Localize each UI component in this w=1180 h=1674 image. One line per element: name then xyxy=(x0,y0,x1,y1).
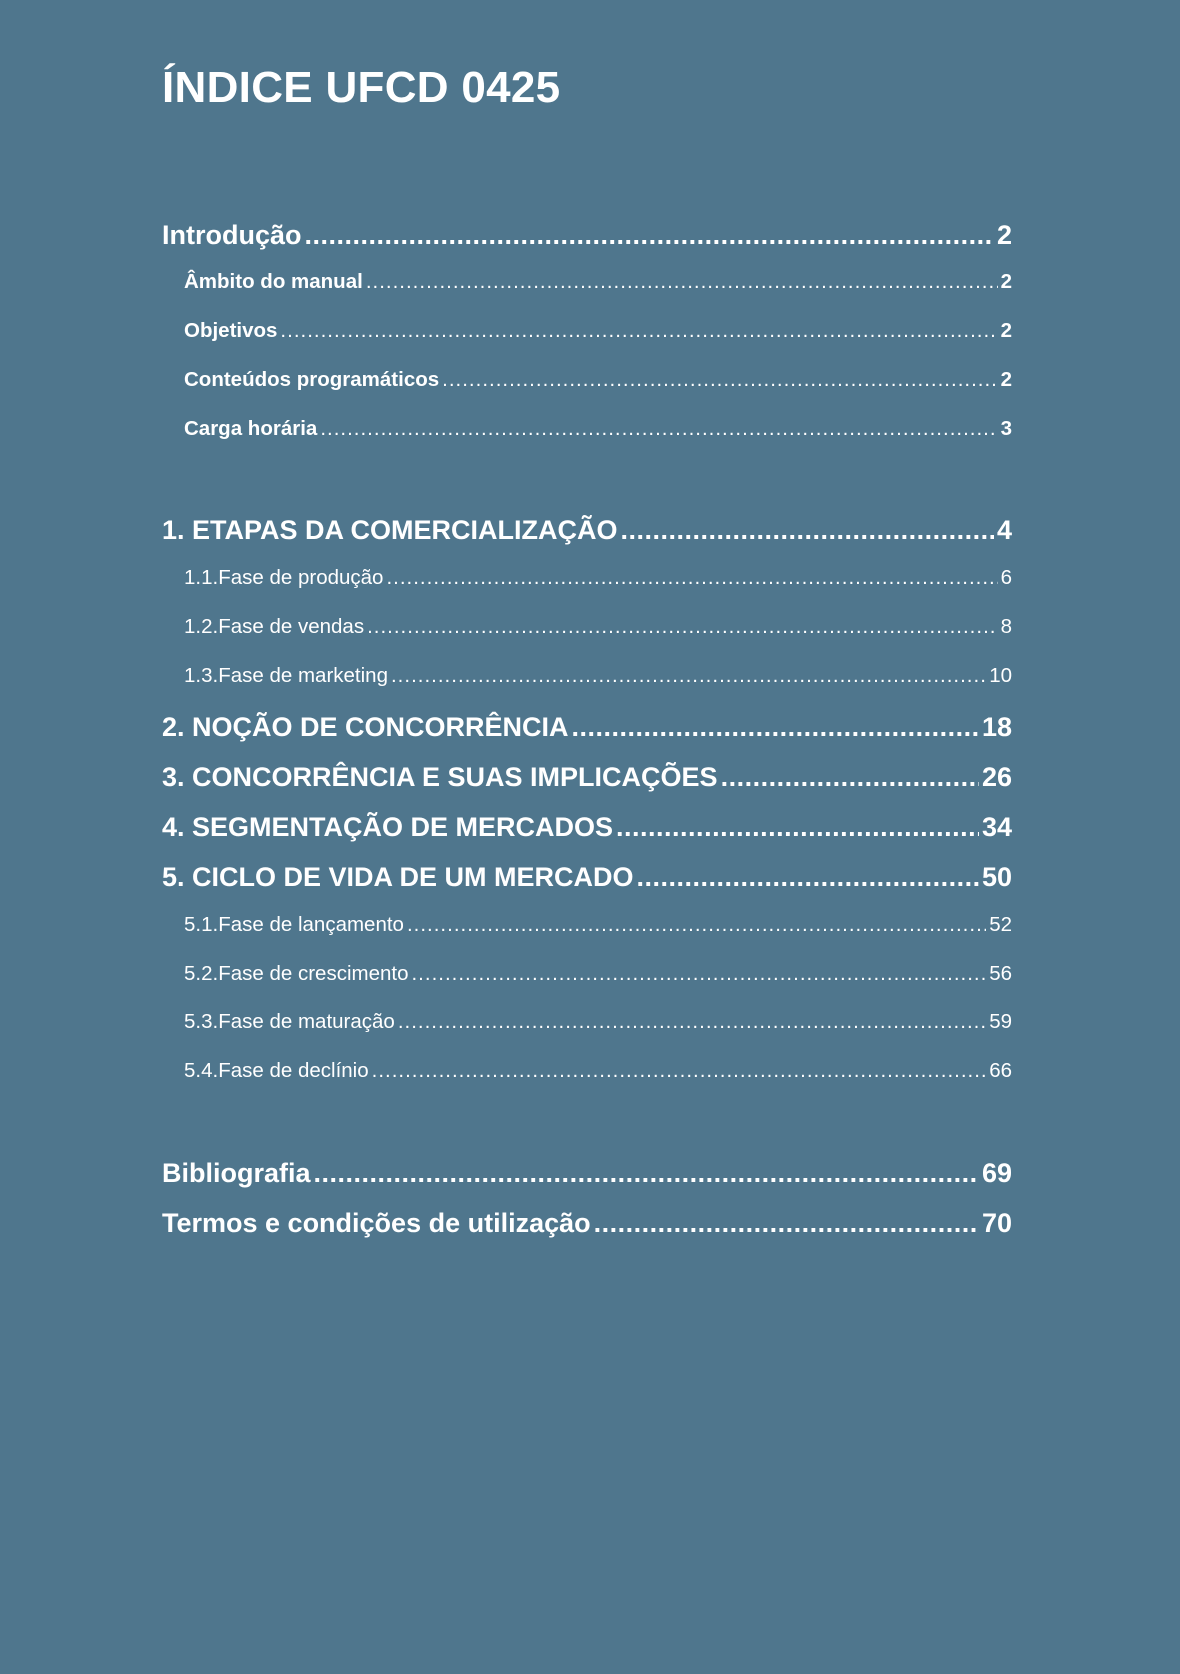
toc-page-number: 50 xyxy=(981,862,1012,892)
toc-page-number: 70 xyxy=(981,1208,1012,1238)
toc-page-number: 2 xyxy=(1000,270,1012,293)
toc-label: 1.1.Fase de produção xyxy=(184,566,384,589)
toc-page-number: 18 xyxy=(981,712,1012,742)
toc-label: 1.3.Fase de marketing xyxy=(184,664,388,687)
toc-label: 5. CICLO DE VIDA DE UM MERCADO xyxy=(162,862,634,892)
toc-entry-1-2[interactable] xyxy=(184,615,1012,639)
toc-entry-conteudos[interactable] xyxy=(184,368,1012,392)
toc-entry-chapter-1[interactable] xyxy=(162,515,1012,546)
toc-label: 5.3.Fase de maturação xyxy=(184,1010,395,1033)
toc-label: Carga horária xyxy=(184,417,318,440)
toc-leader xyxy=(372,1059,987,1083)
toc-label: 5.1.Fase de lançamento xyxy=(184,913,404,936)
toc-leader xyxy=(721,762,979,793)
toc-entry-ambito[interactable] xyxy=(184,270,1012,294)
toc-page-number: 59 xyxy=(989,1010,1012,1033)
toc-page-number: 26 xyxy=(981,762,1012,792)
toc-entry-introducao[interactable] xyxy=(162,220,1012,251)
toc-page-number: 56 xyxy=(989,962,1012,985)
toc-leader xyxy=(616,812,979,843)
toc-label: 3. CONCORRÊNCIA E SUAS IMPLICAÇÕES xyxy=(162,762,718,792)
toc-label: 1.2.Fase de vendas xyxy=(184,615,365,638)
toc-page-number: 2 xyxy=(1000,319,1012,342)
toc-leader xyxy=(366,270,998,294)
toc-leader xyxy=(572,712,979,743)
toc-page-number: 8 xyxy=(1000,615,1012,638)
toc-entry-objetivos[interactable] xyxy=(184,319,1012,343)
page-title: ÍNDICE UFCD 0425 xyxy=(162,63,561,112)
toc-entry-termos[interactable] xyxy=(162,1208,1012,1239)
toc-label: 1. ETAPAS DA COMERCIALIZAÇÃO xyxy=(162,515,618,545)
toc-leader xyxy=(594,1208,979,1239)
toc-entry-chapter-2[interactable] xyxy=(162,712,1012,743)
toc-leader xyxy=(386,566,997,590)
toc-leader xyxy=(621,515,994,546)
toc-page-number: 34 xyxy=(981,812,1012,842)
toc-leader xyxy=(407,913,986,937)
toc-entry-bibliografia[interactable] xyxy=(162,1158,1012,1189)
toc-entry-5-2[interactable] xyxy=(184,962,1012,986)
toc-leader xyxy=(314,1158,979,1189)
toc-leader xyxy=(391,664,986,688)
toc-page-number: 2 xyxy=(996,220,1012,250)
toc-label: Introdução xyxy=(162,220,302,250)
toc-label: 5.2.Fase de crescimento xyxy=(184,962,409,985)
toc-page-number: 10 xyxy=(989,664,1012,687)
toc-entry-carga-horaria[interactable] xyxy=(184,417,1012,441)
toc-entry-5-4[interactable] xyxy=(184,1059,1012,1083)
toc-page-number: 2 xyxy=(1000,368,1012,391)
toc-page-number: 69 xyxy=(981,1158,1012,1188)
toc-page-number: 52 xyxy=(989,913,1012,936)
toc-leader xyxy=(305,220,994,251)
toc-entry-chapter-5[interactable] xyxy=(162,862,1012,893)
toc-leader xyxy=(320,417,997,441)
toc-page-number: 3 xyxy=(1000,417,1012,440)
toc-leader xyxy=(442,368,997,392)
toc-leader xyxy=(411,962,986,986)
toc-entry-5-3[interactable] xyxy=(184,1010,1012,1034)
toc-leader xyxy=(637,862,979,893)
toc-label: Bibliografia xyxy=(162,1158,311,1188)
toc-label: Objetivos xyxy=(184,319,278,342)
toc-label: Termos e condições de utilização xyxy=(162,1208,591,1238)
toc-page-number: 4 xyxy=(996,515,1012,545)
toc-page-number: 66 xyxy=(989,1059,1012,1082)
toc-leader xyxy=(398,1010,986,1034)
toc-label: 4. SEGMENTAÇÃO DE MERCADOS xyxy=(162,812,614,842)
toc-entry-chapter-3[interactable] xyxy=(162,762,1012,793)
toc-label: 2. NOÇÃO DE CONCORRÊNCIA xyxy=(162,712,569,742)
toc-label: Âmbito do manual xyxy=(184,270,363,293)
toc-leader xyxy=(367,615,998,639)
toc-label: Conteúdos programáticos xyxy=(184,368,440,391)
toc-entry-chapter-4[interactable] xyxy=(162,812,1012,843)
toc-page-number: 6 xyxy=(1000,566,1012,589)
toc-leader xyxy=(280,319,997,343)
toc-label: 5.4.Fase de declínio xyxy=(184,1059,369,1082)
toc-entry-1-1[interactable] xyxy=(184,566,1012,590)
document-page xyxy=(162,0,1012,1674)
toc-entry-1-3[interactable] xyxy=(184,664,1012,688)
toc-entry-5-1[interactable] xyxy=(184,913,1012,937)
